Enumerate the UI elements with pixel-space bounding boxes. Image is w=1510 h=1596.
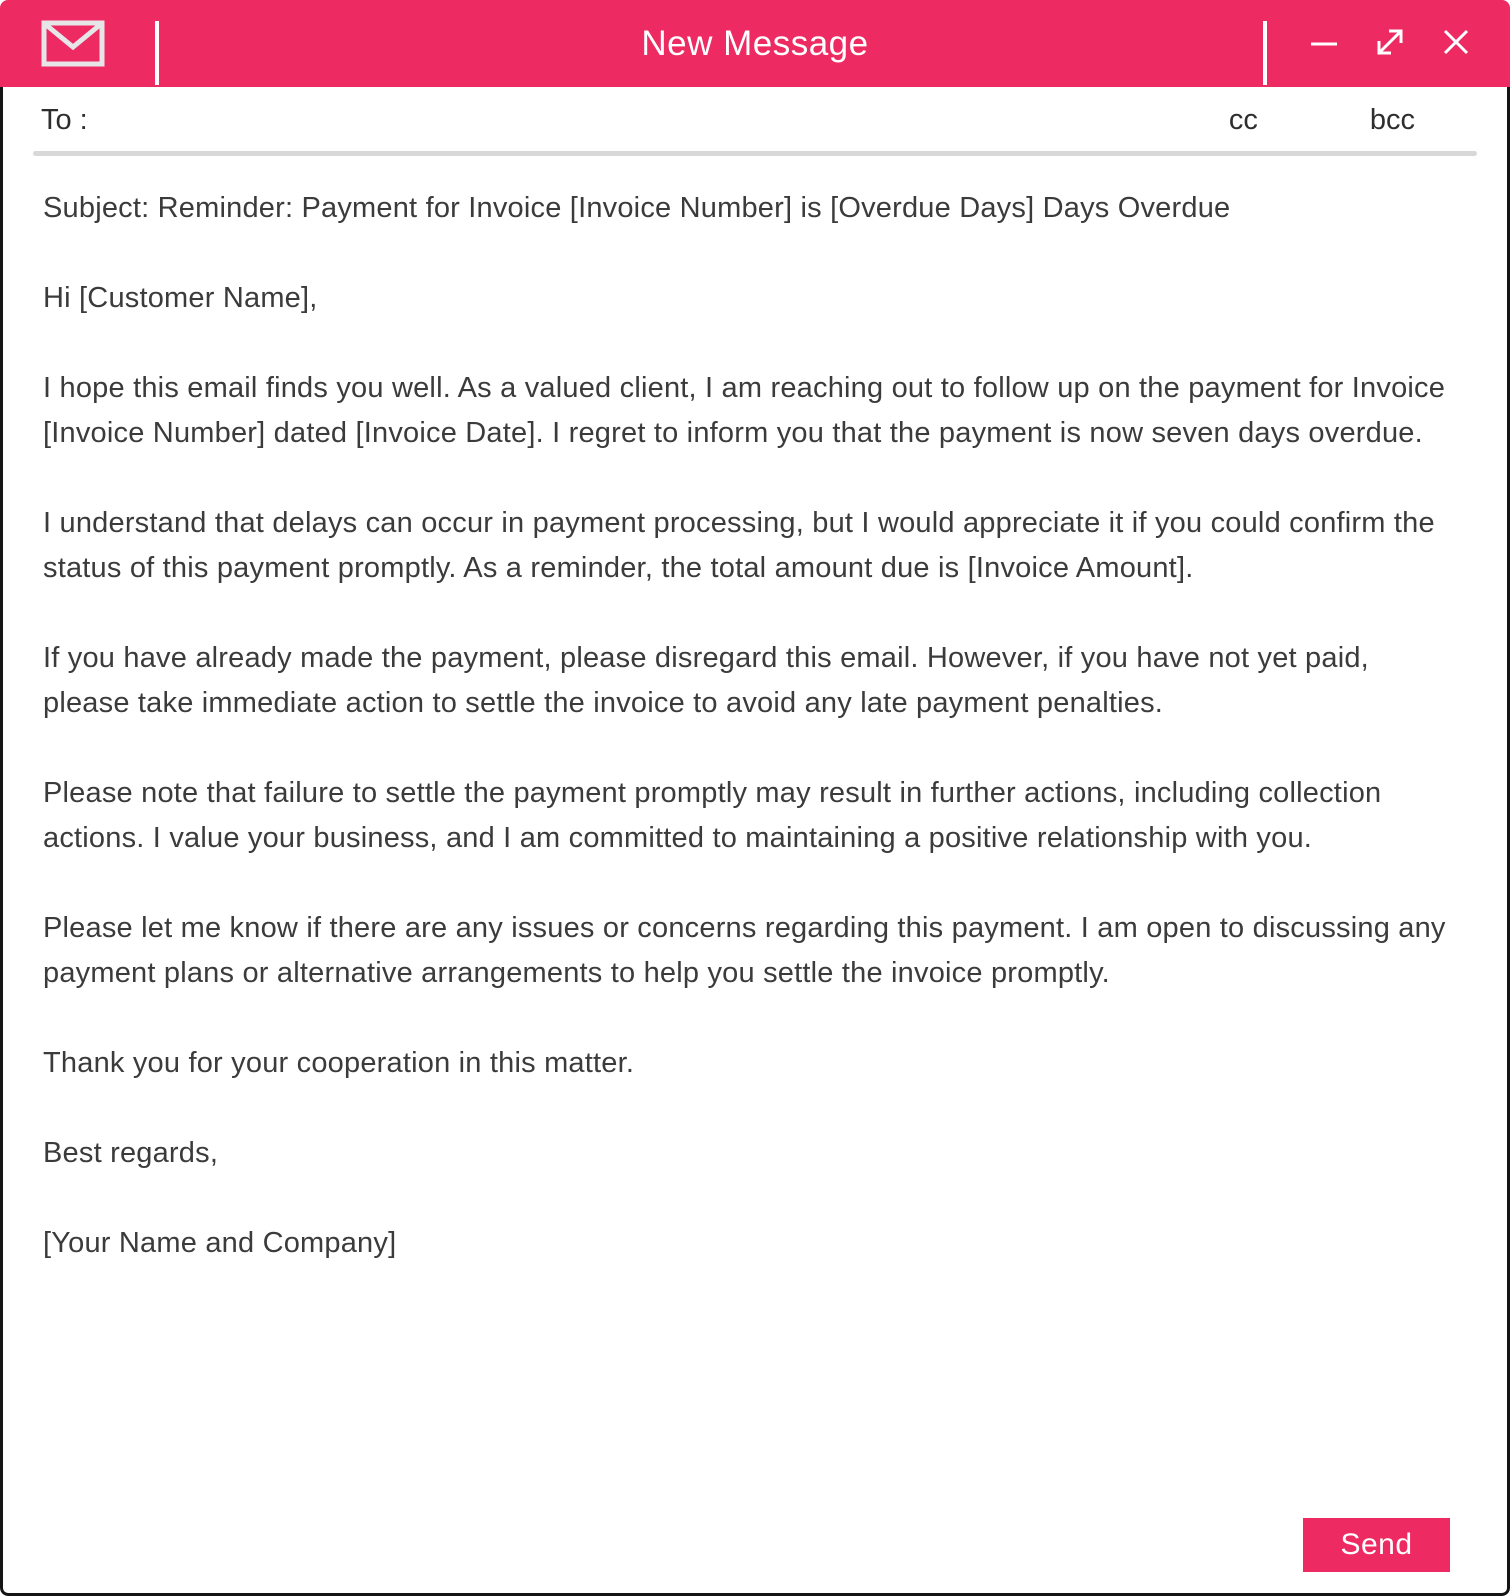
subject-line: Subject: Reminder: Payment for Invoice [Invoice Number] is [Overdue Days] Days Overdue [43,192,1231,224]
close-icon [1442,28,1470,59]
body-paragraph: Please let me know if there are any issues or concerns regarding this payment. I am open to discussing any payment plans or alternative arrangements to help you settle the invoice promptly. [43,912,1446,989]
titlebar-divider-right [1263,21,1267,85]
window-title: New Message [641,23,869,63]
titlebar [0,0,1510,87]
body-paragraph: I hope this email finds you well. As a valued client, I am reaching out to follow up on the payment for Invoice [Invoice Number] dated [Invoice Date]. I regret to inform you that the payment is now seven days overdue. [43,372,1446,449]
cc-bcc-group [1229,104,1507,137]
to-label: To : [41,103,88,136]
body-paragraph: Please note that failure to settle the payment promptly may result in further actions, including collection actions. I value your business, and I am committed to maintaining a positive relationship with you. [43,777,1382,854]
compose-area [0,87,1510,1596]
minimize-icon [1309,27,1339,60]
cc-button[interactable]: cc [1228,103,1258,136]
greeting-line: Hi [Customer Name], [43,282,318,314]
signoff-line: Best regards, [43,1137,219,1169]
to-input[interactable] [118,98,1199,142]
body-paragraph: If you have already made the payment, please disregard this email. However, if you have not yet paid, please take immediate action to settle the invoice to avoid any late payment penalties. [43,642,1369,719]
bcc-button[interactable]: bcc [1369,103,1415,136]
message-body[interactable] [3,156,1507,1518]
close-button[interactable] [1430,18,1482,70]
send-button[interactable]: Send [1303,1518,1450,1572]
body-paragraph: I understand that delays can occur in payment processing, but I would appreciate it if you could confirm the status of this payment promptly. As a reminder, the total amount due is [Invoice Amount]. [43,507,1435,584]
send-row [3,1518,1507,1593]
window-controls [1298,0,1482,87]
maximize-icon [1375,27,1405,60]
to-row [3,87,1507,149]
maximize-button[interactable] [1364,18,1416,70]
minimize-button[interactable] [1298,18,1350,70]
closing-line: Thank you for your cooperation in this matter. [43,1047,635,1079]
signature-line: [Your Name and Company] [43,1227,397,1259]
